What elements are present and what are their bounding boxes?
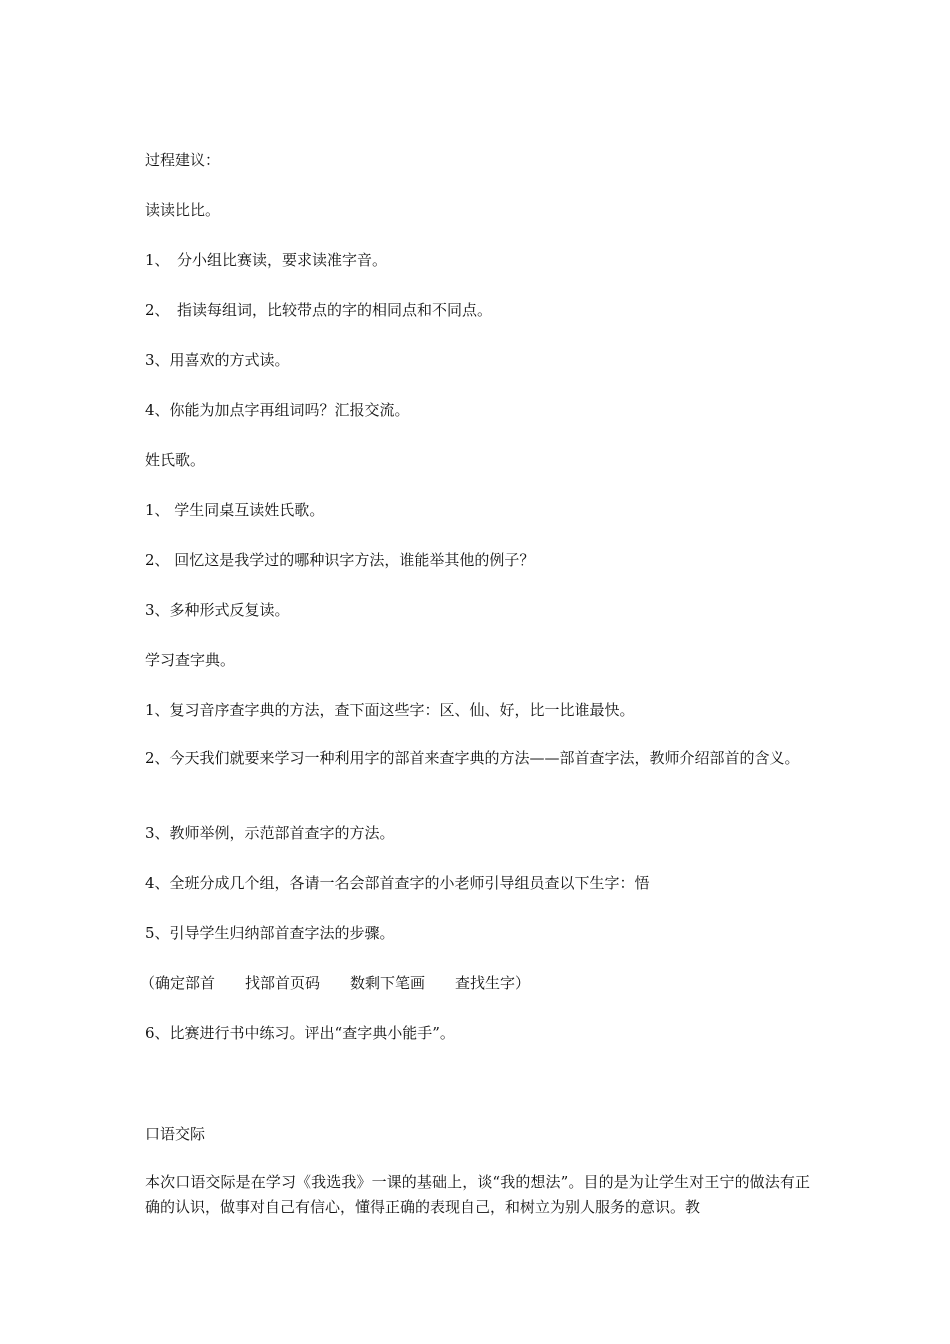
subheading-read-compare: 读读比比。 (145, 201, 221, 219)
paragraph-wrapped: 本次口语交际是在学习《我选我》一课的基础上，谈“我的想法”。目的是为让学生对王宁的做法有正确的认识，做事对自己有信心，懂得正确的表现自己，和树立为别人服务的意识。教 (145, 1173, 810, 1216)
paragraph-line: 3、用喜欢的方式读。 (145, 351, 290, 369)
paragraph-line: 3、教师举例，示范部首查字的方法。 (145, 824, 395, 842)
section-heading-oral-communication: 口语交际 (145, 1125, 206, 1143)
subheading-surname-song: 姓氏歌。 (145, 451, 206, 469)
paragraph-line: 5、引导学生归纳部首查字法的步骤。 (145, 924, 395, 942)
paragraph-line: 1、 分小组比赛读，要求读准字音。 (145, 251, 388, 269)
paragraph-line: 1、 学生同桌互读姓氏歌。 (145, 501, 325, 519)
paragraph-line: 2、 回忆这是我学过的哪种识字方法，谁能举其他的例子？ (145, 551, 535, 569)
subheading-dictionary: 学习查字典。 (145, 651, 236, 669)
section-heading-process: 过程建议： (145, 151, 221, 169)
paragraph-wrapped: 2、今天我们就要来学习一种利用字的部首来查字典的方法——部首查字法，教师介绍部首的含义。 (145, 749, 800, 767)
paragraph-line: 4、全班分成几个组，各请一名会部首查字的小老师引导组员查以下生字：悟 (145, 874, 650, 892)
paragraph-line: 4、你能为加点字再组词吗？汇报交流。 (145, 401, 410, 419)
steps-summary: （确定部首 找部首页码 数剩下笔画 查找生字） (140, 974, 531, 992)
paragraph-line: 1、复习音序查字典的方法，查下面这些字：区、仙、好，比一比谁最快。 (145, 701, 635, 719)
paragraph-line: 6、比赛进行书中练习。评出“查字典小能手”。 (145, 1024, 455, 1042)
paragraph-line: 3、多种形式反复读。 (145, 601, 290, 619)
paragraph-line: 2、 指读每组词，比较带点的字的相同点和不同点。 (145, 301, 493, 319)
